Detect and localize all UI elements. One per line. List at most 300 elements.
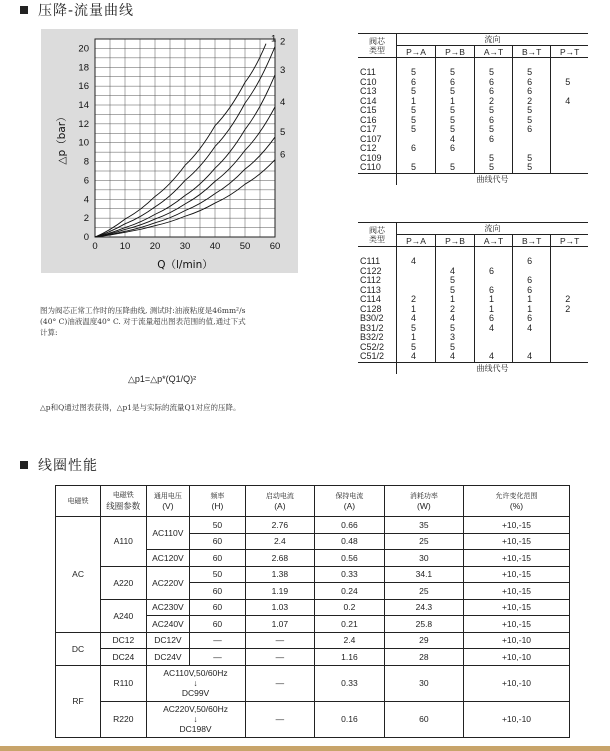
curve-code-cell: 5 — [436, 343, 475, 353]
curve-code-cell: 5 — [397, 125, 436, 135]
coil-row-ac — [56, 566, 570, 583]
var-cell: +10,-10 — [464, 701, 570, 737]
curve-label: 3 — [280, 64, 286, 76]
valve-type-cell: C113 — [360, 284, 381, 295]
var-cell: +10,-15 — [464, 517, 570, 534]
curve-code-cell: 6 — [475, 87, 513, 97]
curve-code-cell: 5 — [397, 324, 436, 334]
flow-row — [358, 267, 588, 277]
curve-code-cell: 1 — [475, 305, 513, 315]
y-tick-label: 0 — [83, 232, 89, 243]
rf-voltage-out: DC198V — [179, 724, 212, 734]
curve-label: 5 — [280, 127, 286, 139]
freq-cell: 60 — [190, 616, 245, 633]
curve-code-cell: 5 — [436, 106, 475, 116]
curve-code-cell: 1 — [475, 295, 513, 305]
curve-code-cell: 5 — [513, 163, 551, 173]
chart-caption — [40, 305, 340, 338]
valve-type-header: 阀芯 类型 — [358, 223, 397, 247]
flow-row — [358, 295, 588, 305]
curve-code-cell: 5 — [397, 87, 436, 97]
hold-cell: 0.66 — [315, 517, 385, 534]
curve-code-cell: 6 — [397, 78, 436, 88]
curve-code-cell: 6 — [475, 314, 513, 324]
var-cell: +10,-15 — [464, 616, 570, 633]
curve-code-footer: 曲线代号 — [397, 362, 589, 374]
solenoid-type-ac: AC — [56, 517, 101, 633]
coil-row-ac — [56, 517, 570, 534]
header-text: (A) — [274, 501, 286, 511]
valve-type-cell: C128 — [360, 303, 382, 314]
curve-code-cell — [397, 154, 436, 164]
voltage-cell: AC120V — [146, 550, 190, 567]
curve-code-cell: 5 — [475, 106, 513, 116]
header-text: (%) — [509, 501, 524, 511]
var-cell: +10,-15 — [464, 583, 570, 600]
curve-code-cell — [551, 58, 588, 78]
curve-code-cell: 2 — [513, 97, 551, 107]
coil-row-rf — [56, 665, 570, 701]
dash-cell: — — [245, 632, 315, 649]
header-text: (V) — [162, 501, 174, 511]
var-cell: +10,-15 — [464, 566, 570, 583]
flow-row — [358, 305, 588, 315]
curve-code-cell — [551, 343, 588, 353]
power-cell: 34.1 — [384, 566, 463, 583]
header-text: 启动电流 — [265, 492, 294, 500]
var-cell: +10,-15 — [464, 599, 570, 616]
curve-code-cell — [551, 333, 588, 343]
curve-code-cell: 5 — [436, 286, 475, 296]
curve-code-cell — [397, 267, 436, 277]
header-solenoid — [56, 486, 101, 517]
flow-row — [358, 333, 588, 343]
curve-code-cell: 5 — [436, 116, 475, 126]
dash-cell: — — [245, 701, 315, 737]
dash-cell: — — [190, 649, 245, 666]
x-tick-label: 10 — [119, 241, 131, 252]
coil-param-cell: R220 — [101, 701, 146, 737]
valve-type-cell: C122 — [360, 265, 382, 276]
header-text: 通用电压 — [153, 492, 182, 500]
valve-type-cell: B32/2 — [360, 332, 384, 342]
flow-column-header: P→T — [551, 235, 588, 247]
curve-code-cell: 1 — [397, 333, 436, 343]
dash-cell: — — [190, 632, 245, 649]
hold-cell: 1.16 — [315, 649, 385, 666]
coil-param-cell: R110 — [101, 665, 146, 701]
curve-code-cell — [551, 125, 588, 135]
x-axis-label: Q（l/min） — [157, 259, 213, 271]
flow-column-header: P→A — [397, 46, 436, 58]
flow-row — [358, 343, 588, 353]
curve-code-cell: 4 — [551, 97, 588, 107]
start-cell: 2.4 — [245, 533, 315, 550]
hold-cell: 0.33 — [315, 665, 385, 701]
curve-code-cell: 4 — [436, 135, 475, 145]
curve-code-cell: 5 — [475, 154, 513, 164]
flow-row — [358, 87, 588, 97]
x-tick-label: 40 — [209, 241, 221, 252]
header-voltage — [146, 486, 190, 517]
curve-code-cell: 5 — [475, 163, 513, 173]
header-text: 保持电流 — [335, 492, 364, 500]
curve-code-cell — [513, 135, 551, 145]
curve-code-cell — [551, 324, 588, 334]
curve-label: 1 — [271, 33, 277, 45]
curve-code-cell: 6 — [475, 116, 513, 126]
y-tick-label: 6 — [83, 175, 89, 187]
curve-code-cell: 4 — [436, 267, 475, 277]
curve-code-cell: 5 — [475, 58, 513, 78]
header-text: 电磁铁 — [67, 497, 89, 505]
curve-code-cell: 4 — [397, 314, 436, 324]
curve-code-cell — [397, 135, 436, 145]
coil-row-dc — [56, 649, 570, 666]
curve-code-cell: 5 — [436, 324, 475, 334]
valve-type-cell: C110 — [360, 162, 381, 172]
start-cell: 2.68 — [245, 550, 315, 567]
curve-code-cell: 6 — [513, 247, 551, 267]
pressure-flow-chart-panel — [41, 29, 298, 273]
coil-row-dc — [56, 632, 570, 649]
curve-code-cell: 6 — [513, 87, 551, 97]
hold-cell: 0.24 — [315, 583, 385, 600]
power-cell: 30 — [384, 550, 463, 567]
freq-cell: 60 — [190, 533, 245, 550]
header-power — [384, 486, 463, 517]
hold-cell: 0.33 — [315, 566, 385, 583]
flow-row — [358, 324, 588, 334]
pressure-flow-chart — [41, 29, 298, 273]
start-cell: 1.19 — [245, 583, 315, 600]
valve-type-cell: C114 — [360, 294, 381, 304]
var-cell: +10,-15 — [464, 533, 570, 550]
pressure-formula: △p1=△p*(Q1/Q)² — [128, 374, 197, 384]
curve-code-cell: 4 — [397, 352, 436, 362]
coil-param-cell: DC12 — [101, 632, 146, 649]
curve-code-cell — [551, 144, 588, 154]
y-tick-label: 2 — [83, 213, 89, 225]
curve-code-cell: 5 — [436, 276, 475, 286]
flow-row — [358, 247, 588, 267]
curve-code-cell: 4 — [436, 352, 475, 362]
x-tick-label: 20 — [149, 241, 161, 252]
flow-row — [358, 58, 588, 78]
header-text: (A) — [343, 501, 356, 511]
header-text: 电磁铁 — [112, 491, 134, 499]
curve-code-cell — [551, 352, 588, 362]
coil-param-cell: DC24 — [101, 649, 146, 666]
voltage-cell: DC24V — [146, 649, 190, 666]
curve-code-cell — [436, 154, 475, 164]
curve-code-cell: 4 — [397, 247, 436, 267]
flow-row — [358, 352, 588, 362]
flow-column-header: B→T — [513, 235, 551, 247]
curve-code-cell: 2 — [475, 97, 513, 107]
curve-code-cell: 3 — [436, 333, 475, 343]
freq-cell: 50 — [190, 517, 245, 534]
caption-line-3: 计算: — [40, 328, 58, 337]
dash-cell: — — [245, 649, 315, 666]
valve-type-cell: B30/2 — [360, 313, 384, 323]
dash-cell: — — [245, 665, 315, 701]
caption-line-2: (40° C)油液温度40° C. 对于流量超出图表范围的值,通过下式 — [40, 317, 246, 326]
coil-param-cell: A240 — [101, 599, 146, 632]
hold-cell: 0.21 — [315, 616, 385, 633]
curve-code-cell: 1 — [513, 305, 551, 315]
power-cell: 60 — [384, 701, 463, 737]
y-tick-label: 12 — [78, 118, 89, 130]
curve-code-cell — [551, 154, 588, 164]
var-cell: +10,-10 — [464, 665, 570, 701]
header-freq — [190, 486, 245, 517]
valve-type-header: 阀芯 类型 — [358, 34, 397, 58]
flow-column-header: P→B — [436, 46, 475, 58]
curve-code-cell: 1 — [397, 305, 436, 315]
valve-type-cell: C11 — [358, 58, 397, 78]
header-text: (H) — [211, 501, 224, 511]
freq-cell: 60 — [190, 550, 245, 567]
coil-param-cell: A220 — [101, 566, 146, 599]
flow-row — [358, 286, 588, 296]
valve-type-cell: C17 — [360, 124, 377, 134]
x-tick-label: 30 — [179, 241, 191, 252]
y-tick-label: 20 — [78, 43, 89, 55]
flow-row — [358, 97, 588, 107]
header-variation — [464, 486, 570, 517]
curve-code-cell — [397, 276, 436, 286]
flow-row — [358, 314, 588, 324]
flow-row — [358, 144, 588, 154]
freq-cell: 60 — [190, 599, 245, 616]
header-text: 频率 — [210, 492, 225, 500]
curve-code-cell: 5 — [436, 163, 475, 173]
power-cell: 25 — [384, 583, 463, 600]
curve-code-cell: 6 — [475, 267, 513, 277]
x-tick-label: 0 — [92, 241, 98, 252]
flow-column-header: P→A — [397, 235, 436, 247]
curve-code-cell — [513, 333, 551, 343]
curve-code-cell — [436, 247, 475, 267]
valve-type-cell: C15 — [360, 105, 377, 115]
start-cell: 1.07 — [245, 616, 315, 633]
flow-column-header: B→T — [513, 46, 551, 58]
section-title-text: 线圈性能 — [38, 458, 98, 474]
curve-code-cell: 6 — [475, 135, 513, 145]
rf-voltage-in: AC110V,50/60Hz — [163, 668, 228, 678]
curve-code-cell: 1 — [436, 295, 475, 305]
freq-cell: 60 — [190, 583, 245, 600]
curve-code-cell: 5 — [397, 106, 436, 116]
power-cell: 25.8 — [384, 616, 463, 633]
curve-code-cell: 6 — [513, 314, 551, 324]
x-tick-label: 50 — [239, 241, 251, 252]
hold-cell: 0.48 — [315, 533, 385, 550]
flow-direction-header: 流向 — [397, 223, 589, 235]
curve-code-cell — [551, 116, 588, 126]
down-arrow-icon: ↓ — [193, 714, 198, 724]
curve-code-footer: 曲线代号 — [397, 173, 589, 185]
var-cell: +10,-15 — [464, 550, 570, 567]
curve-label: 6 — [280, 149, 286, 161]
curve-code-cell: 5 — [475, 125, 513, 135]
curve-code-cell: 2 — [551, 295, 588, 305]
valve-type-cell: C109 — [360, 152, 382, 163]
start-cell: 2.76 — [245, 517, 315, 534]
curve-code-cell: 5 — [513, 154, 551, 164]
header-text: (W) — [417, 501, 431, 511]
freq-cell: 50 — [190, 566, 245, 583]
voltage-cell: AC110V — [146, 517, 190, 550]
curve-code-cell: 2 — [436, 305, 475, 315]
curve-code-cell: 6 — [436, 78, 475, 88]
flow-row — [358, 163, 588, 173]
voltage-cell: AC240V — [146, 616, 190, 633]
valve-type-cell: C107 — [360, 133, 382, 144]
coil-performance-table — [55, 485, 570, 738]
curve-code-cell — [551, 276, 588, 286]
section-title-text: 压降-流量曲线 — [38, 3, 135, 19]
flow-row — [358, 135, 588, 145]
curve-code-cell — [551, 163, 588, 173]
section-title-coil-performance — [20, 455, 98, 475]
section-title-pressure-flow — [20, 0, 134, 20]
square-bullet-icon — [20, 6, 28, 14]
power-cell: 35 — [384, 517, 463, 534]
curve-code-cell: 5 — [397, 343, 436, 353]
curve-code-cell — [475, 333, 513, 343]
y-axis-label: △p（bar） — [56, 111, 68, 165]
y-tick-label: 4 — [83, 194, 89, 206]
curve-label: 2 — [280, 36, 286, 48]
curve-code-cell: 4 — [513, 352, 551, 362]
curve-code-cell: 1 — [397, 97, 436, 107]
curve-code-cell: 5 — [551, 78, 588, 88]
curve-code-cell: 6 — [513, 286, 551, 296]
voltage-cell: AC220V — [146, 566, 190, 599]
flow-row — [358, 106, 588, 116]
curve-code-cell: 6 — [475, 286, 513, 296]
flow-direction-header: 流向 — [397, 34, 589, 46]
voltage-cell: DC12V — [146, 632, 190, 649]
flow-column-header: P→B — [436, 235, 475, 247]
curve-code-cell: 5 — [436, 58, 475, 78]
power-cell: 24.3 — [384, 599, 463, 616]
hold-cell: 0.2 — [315, 599, 385, 616]
start-cell: 1.38 — [245, 566, 315, 583]
solenoid-type-rf: RF — [56, 665, 101, 737]
var-cell: +10,-10 — [464, 649, 570, 666]
header-text: 允许变化范围 — [495, 492, 538, 500]
header-start_current — [245, 486, 315, 517]
curve-code-cell — [551, 247, 588, 267]
curve-code-cell: 6 — [475, 78, 513, 88]
curve-code-cell: 2 — [551, 305, 588, 315]
flow-row — [358, 78, 588, 88]
y-tick-label: 8 — [83, 156, 89, 168]
curve-code-cell: 1 — [436, 97, 475, 107]
square-bullet-icon — [20, 461, 28, 469]
curve-code-cell — [551, 314, 588, 324]
curve-code-cell — [475, 247, 513, 267]
curve-label: 4 — [280, 96, 286, 108]
coil-row-rf — [56, 701, 570, 737]
var-cell: +10,-10 — [464, 632, 570, 649]
curve-code-cell: 6 — [513, 276, 551, 286]
formula-note: △p和Q通过图表获得，△p1是与实际的流量Q1对应的压降。 — [40, 403, 241, 412]
curve-code-cell — [551, 267, 588, 277]
flow-row — [358, 154, 588, 164]
flow-column-header: P→T — [551, 46, 588, 58]
start-cell: 1.03 — [245, 599, 315, 616]
flow-row — [358, 125, 588, 135]
hold-cell: 0.16 — [315, 701, 385, 737]
curve-code-cell — [551, 135, 588, 145]
header-text: 消耗功率 — [409, 492, 438, 500]
valve-type-cell: C10 — [360, 76, 377, 87]
y-tick-label: 10 — [78, 137, 89, 149]
flow-table-1 — [358, 33, 588, 185]
curve-code-cell: 5 — [436, 125, 475, 135]
curve-code-cell: 4 — [513, 324, 551, 334]
header-param — [101, 486, 146, 517]
valve-type-cell: C112 — [360, 275, 381, 285]
valve-type-cell: C51/2 — [360, 351, 385, 361]
bottom-accent-bar — [0, 746, 610, 751]
flow-row — [358, 116, 588, 126]
valve-type-cell: C12 — [360, 143, 377, 153]
curve-code-cell: 6 — [513, 78, 551, 88]
valve-type-cell: C16 — [360, 114, 377, 125]
curve-code-cell: 5 — [397, 116, 436, 126]
header-hold_current — [315, 486, 385, 517]
valve-type-cell: B31/2 — [360, 322, 384, 333]
curve-code-cell: 5 — [513, 106, 551, 116]
curve-code-cell: 6 — [513, 125, 551, 135]
curve-code-cell: 5 — [436, 87, 475, 97]
x-tick-label: 60 — [269, 241, 281, 252]
curve-code-cell: 4 — [475, 352, 513, 362]
valve-type-cell: C13 — [360, 86, 377, 96]
coil-param-cell: A110 — [101, 517, 146, 567]
power-cell: 29 — [384, 632, 463, 649]
hold-cell: 2.4 — [315, 632, 385, 649]
flow-column-header: A→T — [475, 235, 513, 247]
voltage-cell: AC230V — [146, 599, 190, 616]
flow-column-header: A→T — [475, 46, 513, 58]
valve-type-cell: C111 — [358, 247, 397, 267]
y-tick-label: 18 — [78, 62, 89, 74]
y-tick-label: 16 — [78, 81, 89, 93]
rf-voltage-cell — [146, 665, 245, 701]
curve-code-cell: 5 — [397, 58, 436, 78]
valve-type-cell: C52/2 — [360, 341, 385, 352]
rf-voltage-cell — [146, 701, 245, 737]
rf-voltage-in: AC220V,50/60Hz — [163, 704, 228, 714]
curve-code-cell: 4 — [475, 324, 513, 334]
curve-code-cell — [397, 286, 436, 296]
rf-voltage-out: DC99V — [181, 688, 210, 698]
header-text: 线圈参数 — [106, 501, 141, 511]
curve-code-cell: 1 — [513, 295, 551, 305]
power-cell: 28 — [384, 649, 463, 666]
caption-line-1: 图为阀芯正常工作时的压降曲线, 测试时:油液粘度是46mm²/s — [40, 306, 246, 315]
curve-code-cell: 5 — [513, 116, 551, 126]
curve-code-cell: 2 — [397, 295, 436, 305]
curve-code-cell: 4 — [436, 314, 475, 324]
flow-row — [358, 276, 588, 286]
